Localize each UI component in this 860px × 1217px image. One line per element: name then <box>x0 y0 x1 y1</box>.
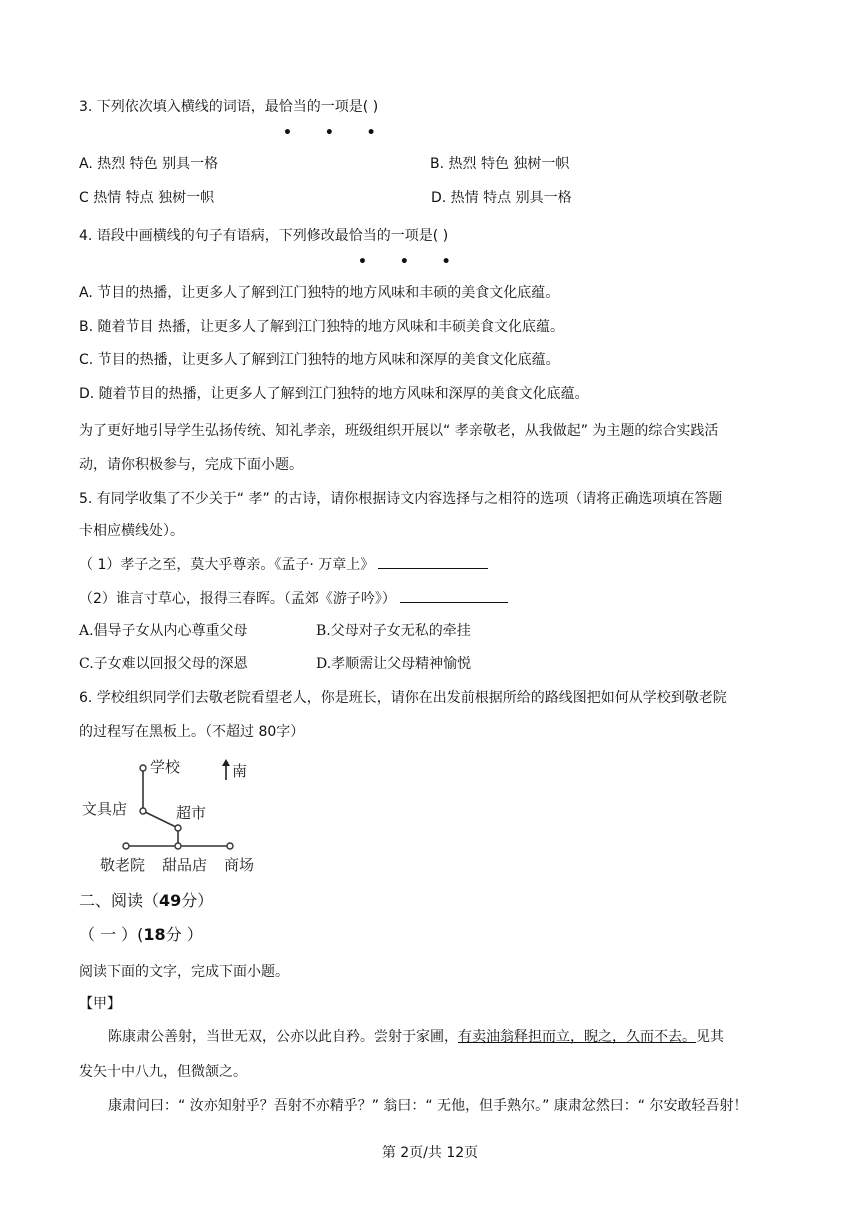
q4-stem: 4. 语段中画横线的句子有语病，下列修改最恰当的一项是( ) <box>79 228 449 244</box>
node-stationery <box>140 808 146 814</box>
intro-line-2: 动，请你积极参与，完成下面小题。 <box>79 457 303 473</box>
node-mall <box>227 843 233 849</box>
reading-instruction: 阅读下面的文字，完成下面小题。 <box>79 964 289 980</box>
q4-option-a: A. 节目的热播，让更多人了解到江门独特的地方风味和丰硕的美食文化底蕴。 <box>79 285 560 301</box>
route-map <box>80 748 260 876</box>
q5-option-c: C.子女难以回报父母的深恩 <box>79 656 248 672</box>
north-arrow-icon <box>222 759 230 780</box>
q5-item-1 <box>79 554 488 575</box>
label-supermarket: 超市 <box>176 804 207 822</box>
passage-paragraph-1 <box>108 1027 724 1047</box>
q5-option-d: D.孝顺需让父母精神愉悦 <box>316 656 472 672</box>
section-title-post: 分） <box>181 891 214 910</box>
q3-option-d: D. 热情 特点 别具一格 <box>431 190 572 206</box>
q5-item-2 <box>79 588 508 609</box>
node-supermarket <box>175 825 181 831</box>
answer-blank[interactable] <box>378 554 488 569</box>
q3-option-b: B. 热烈 特色 独树一帜 <box>430 156 570 172</box>
q5-stem-2: 卡相应横线处）。 <box>79 523 184 539</box>
q3-option-c: C 热情 特点 独树一帜 <box>79 190 215 206</box>
emphasis-dots: • • • <box>358 254 465 270</box>
q6-stem-1: 6. 学校组织同学们去敬老院看望老人，你是班长，请你在出发前根据所给的路线图把如何从学校到敬老院 <box>79 690 727 706</box>
node-school <box>140 765 146 771</box>
q4-option-c: C. 节目的热播，让更多人了解到江门独特的地方风味和深厚的美食文化底蕴。 <box>79 352 560 368</box>
q4-option-d: D. 随着节目的热播，让更多人了解到江门独特的地方风味和深厚的美食文化底蕴。 <box>79 386 589 402</box>
subsection-score: 18 <box>143 925 166 944</box>
passage-text: 见其 <box>696 1029 724 1045</box>
section-title-pre: 二、阅读（ <box>79 891 160 910</box>
q4-option-b: B. 随着节目 热播，让更多人了解到江门独特的地方风味和丰硕美食文化底蕴。 <box>79 319 564 335</box>
q3-stem: 3. 下列依次填入横线的词语，最恰当的一项是( ) <box>79 99 379 115</box>
label-school: 学校 <box>150 758 181 776</box>
subsection-title-post: 分 ） <box>165 925 203 944</box>
subsection-title <box>79 925 203 945</box>
page-number: 第 2页/共 12页 <box>381 1145 479 1161</box>
q5-item-2-text: （2）谁言寸草心，报得三春晖。（孟郊《游子吟》） <box>79 591 396 607</box>
q6-stem-2: 的过程写在黑板上。（不超过 80字） <box>79 724 305 740</box>
subsection-title-pre: （ 一 ）( <box>79 925 144 944</box>
section-score: 49 <box>159 891 182 910</box>
passage-label-jia: 【甲】 <box>79 996 121 1012</box>
label-stationery: 文具店 <box>82 800 128 818</box>
passage-text: 陈康肃公善射，当世无双，公亦以此自矜。尝射于家圃， <box>108 1029 458 1045</box>
label-mall: 商场 <box>224 856 255 874</box>
q5-option-b: B.父母对子女无私的牵挂 <box>316 623 471 639</box>
section-title <box>79 891 213 911</box>
q5-item-1-text: （ 1）孝子之至，莫大乎尊亲。《孟子· 万章上》 <box>79 557 375 573</box>
passage-paragraph-2: 康肃问曰：“ 汝亦知射乎？吾射不亦精乎？” 翁曰：“ 无他，但手熟尔。” 康肃忿然曰：“ 尔安敢轻吾射！ <box>108 1098 748 1114</box>
q5-stem-1: 5. 有同学收集了不少关于“ 孝” 的古诗，请你根据诗文内容选择与之相符的选项（请将正确选项填在答题 <box>79 491 723 507</box>
intro-line-1: 为了更好地引导学生弘扬传统、知礼孝亲，班级组织开展以“ 孝亲敬老，从我做起” 为主题的综合实践活 <box>79 423 719 439</box>
node-nursing-home <box>123 843 129 849</box>
q3-option-a: A. 热烈 特色 别具一格 <box>79 156 219 172</box>
emphasis-dots: • • • <box>283 125 390 141</box>
node-dessert <box>175 843 181 849</box>
label-dessert: 甜品店 <box>162 856 208 874</box>
label-nursing-home: 敬老院 <box>100 856 146 874</box>
label-south: 南 <box>232 762 248 780</box>
answer-blank[interactable] <box>400 588 508 603</box>
q5-option-a: A.倡导子女从内心尊重父母 <box>79 623 248 639</box>
underlined-sentence: 有卖油翁释担而立，睨之，久而不去。 <box>458 1029 696 1045</box>
passage-paragraph-1-cont: 发矢十中八九，但微颔之。 <box>79 1064 247 1080</box>
